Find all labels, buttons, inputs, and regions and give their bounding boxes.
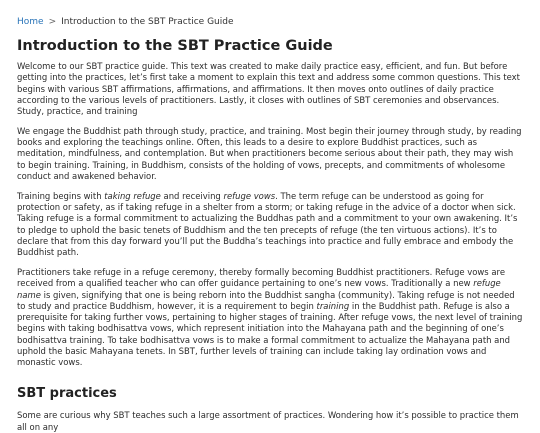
intro-paragraph: Welcome to our SBT practice guide. This text was created to make daily practice easy, efficient, and fun. But before getting into the practices, let’s first take a moment to explain this text and address some common questions. This text begins with various SBT affirmations, affirmations, and affirmations. It then moves onto outlines of daily practice according to the various levels of practitioners. Lastly, it closes with outlines of SBT ceremonies and observances. Study, practice, and training (17, 61, 520, 116)
text-run: is given, signifying that one is being reborn into the Buddhist sangha (community). Taking refuge is not needed to study and practice Buddhism, however, it is a requirement to begin (17, 289, 515, 311)
emphasis-taking-refuge: taking refuge (104, 190, 161, 201)
section-heading-sbt-practices: SBT practices (17, 386, 117, 402)
text-run: Training begins with (17, 190, 105, 201)
text-run: . The term refuge can be understood as going for protection or safety, as if taking refuge in a shelter from a storm; or taking refuge in the advice of a doctor when sick. Taking refuge is a formal commitment to actualizing the Buddhas path and a commitment to your own awakening. It’s to pledge to uphold the basic tenets of Buddhism and the ten precepts of refuge (the ten virtuous actions). It’s to declare that from this day forward you’ll put the Buddha’s teachings into practice and fully embrace and embody the Buddhist path. (17, 190, 518, 258)
emphasis-refuge-vows: refuge vows (223, 190, 276, 201)
breadcrumb (17, 16, 523, 28)
emphasis-training: training (316, 300, 350, 311)
text-run: Practitioners take refuge in a refuge ceremony, thereby formally becoming Buddhist practitioners. Refuge vows are received from a qualified teacher who can offer guidance pertaining to one’s new vows. Traditionally a new (17, 267, 506, 289)
study-practice-training-paragraph: We engage the Buddhist path through study, practice, and training. Most begin their journey through study, by reading books and exploring the teachings online. Often, this leads to a desire to explore Buddhist practices, such as meditation, mindfulness, and contemplation. But when practitioners become serious about their path, they may wish to begin training. Training, in Buddhism, consists of the holding of vows, precepts, and commitments of wholesome conduct and awakened behavior. (17, 125, 522, 181)
breadcrumb-separator: > (48, 17, 57, 27)
refuge-ceremony-paragraph (17, 267, 523, 368)
taking-refuge-paragraph (17, 191, 523, 259)
emphasis-refuge-name: refuge name (17, 278, 501, 300)
breadcrumb-home-link[interactable]: Home (17, 17, 44, 27)
page-title: Introduction to the SBT Practice Guide (17, 38, 333, 54)
text-run: in the Buddhist path. Refuge is also a prerequisite for taking further vows, pertaining to higher stages of training. After refuge vows, the next level of training begins with taking bodhisattva vows, which represent initiation into the Mahayana path and the beginning of one’s bodhisattva training. To take bodhisattva vows is to make a formal commitment to actualize the Mahayana path and uphold the basic Mahayana tenets. In SBT, further levels of training can include taking lay ordination vows and monastic vows. (17, 300, 523, 368)
sbt-practices-paragraph: Some are curious why SBT teaches such a large assortment of practices. Wondering how it’s possible to practice them all on any (17, 410, 519, 432)
breadcrumb-current: Introduction to the SBT Practice Guide (61, 17, 234, 27)
text-run: and receiving (160, 190, 224, 201)
